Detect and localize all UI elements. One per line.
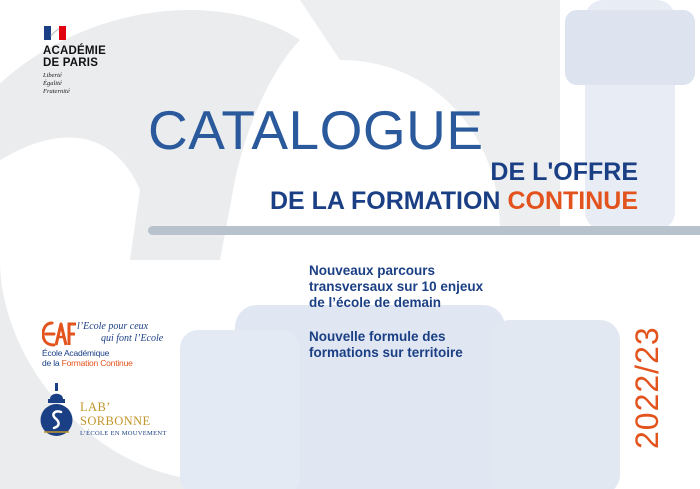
marianne-flag-icon xyxy=(44,26,66,40)
eafc-name-line2 xyxy=(42,358,133,368)
eafc-name-prefix: de la xyxy=(42,358,62,368)
eafc-name-line1: École Académique xyxy=(42,348,110,358)
highlight-1-line2: transversaux sur 10 enjeux xyxy=(309,279,484,294)
highlight-2-line2: formations sur territoire xyxy=(309,345,463,360)
academie-logo-line1: ACADÉMIE xyxy=(43,45,106,57)
highlight-1-line3: de l’école de demain xyxy=(309,295,442,310)
subtitle-line2 xyxy=(270,187,638,215)
highlight-2-line1: Nouvelle formule des xyxy=(309,329,446,344)
subtitle-line2-prefix: DE LA FORMATION xyxy=(269,187,508,215)
bg-blue-shape-bottom-right xyxy=(490,320,620,489)
sorbonne-dome-icon xyxy=(38,383,76,441)
subtitle-line1: DE L'OFFRE xyxy=(490,158,638,186)
subtitle-accent: CONTINUE xyxy=(507,187,638,215)
divider-bar xyxy=(148,226,700,235)
motto-fraternite: Fraternité xyxy=(43,88,70,95)
eafc-logo-icon xyxy=(42,320,78,348)
highlight-1-line1: Nouveaux parcours xyxy=(309,263,436,278)
bg-blue-shape-corner xyxy=(565,10,695,85)
academie-logo-line2: DE PARIS xyxy=(43,57,99,69)
lab-sorbonne-line1: LAB’ xyxy=(80,400,111,414)
bg-blue-shape-bottom-left xyxy=(180,330,300,489)
motto-liberte: Liberté xyxy=(43,72,62,79)
motto-egalite: Égalité xyxy=(43,80,62,87)
eafc-tagline-line1: l’Ecole pour ceux xyxy=(77,321,149,332)
page-title: CATALOGUE xyxy=(148,99,484,161)
lab-sorbonne-tagline: L’ÉCOLE EN MOUVEMENT xyxy=(80,430,167,437)
bg-grey-shape-bottom-left xyxy=(0,260,200,489)
school-year: 2022/23 xyxy=(629,326,665,449)
eafc-name-highlight: Formation Continue xyxy=(61,358,133,368)
lab-sorbonne-line2: SORBONNE xyxy=(80,414,151,428)
eafc-tagline-line2: qui font l’Ecole xyxy=(101,333,164,344)
